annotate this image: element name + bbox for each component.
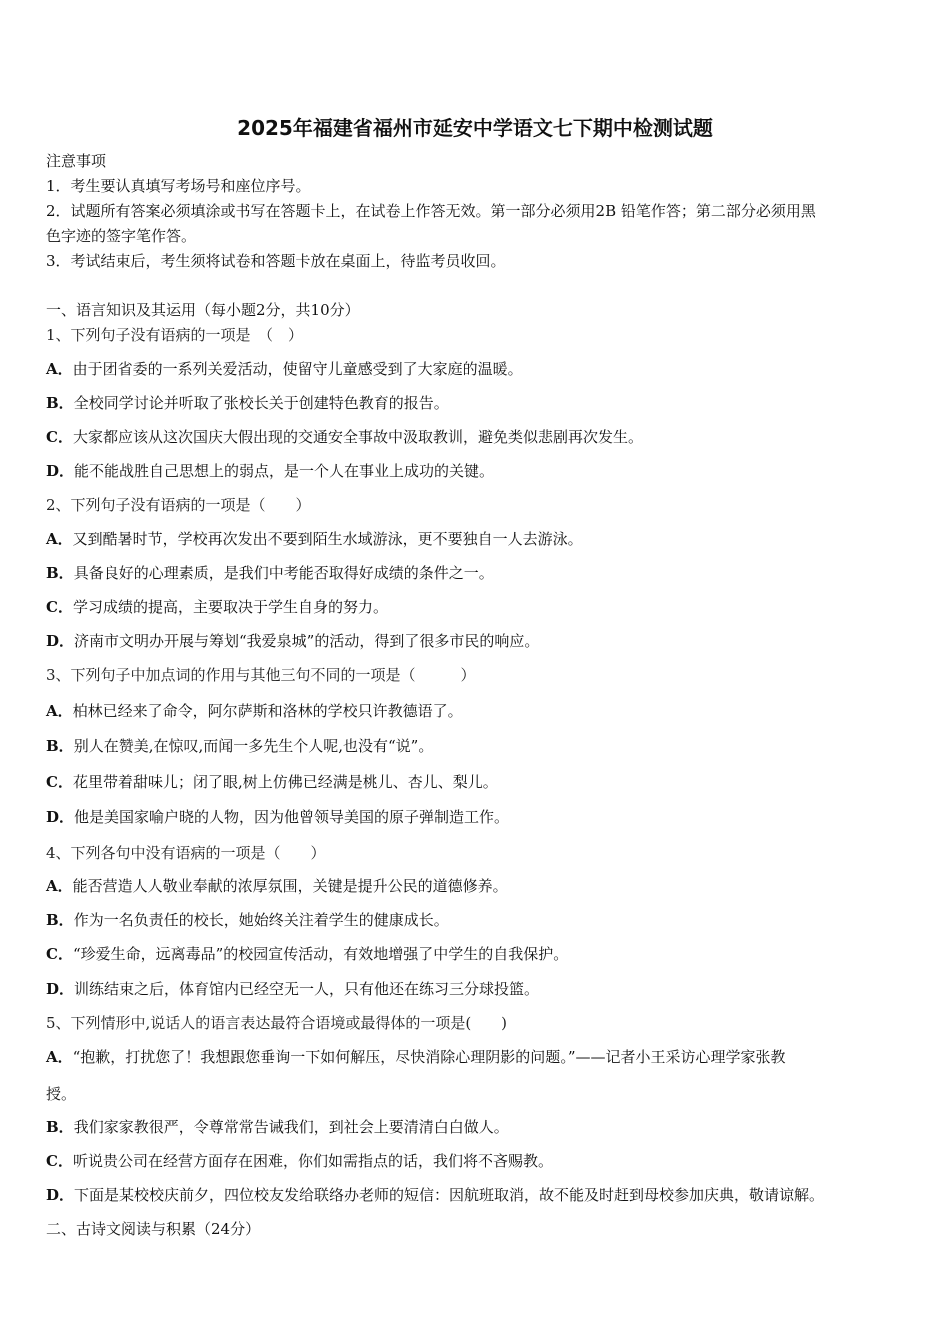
question-3-option-b [46, 736, 433, 756]
option-text: 能否营造人人敬业奉献的浓厚氛围，关键是提升公民的道德修养。 [72, 877, 508, 895]
question-4-option-d [46, 979, 539, 999]
option-label: C． [46, 773, 73, 791]
option-text: 花里带着甜味儿；闭了眼,树上仿佛已经满是桃儿、杏儿、梨儿。 [72, 773, 498, 791]
option-label: D． [46, 1186, 75, 1204]
question-1-option-d [46, 461, 494, 481]
section-1-heading: 一、语言知识及其运用（每小题2分，共10分） [46, 301, 360, 319]
option-label: B． [46, 1118, 74, 1136]
option-label: C． [46, 945, 73, 963]
option-label: A． [46, 877, 73, 895]
question-3-option-a [46, 701, 463, 721]
question-2-option-c [46, 597, 388, 617]
option-label: A． [46, 360, 73, 378]
question-2-option-a [46, 529, 583, 549]
option-label: D． [46, 808, 75, 826]
option-text: 柏林已经来了命令，阿尔萨斯和洛林的学校只许教德语了。 [72, 702, 463, 720]
question-5-option-a-cont: 授。 [46, 1085, 77, 1103]
option-text: 作为一名负责任的校长，她始终关注着学生的健康成长。 [73, 911, 449, 929]
option-text: 我们家家教很严，令尊常常告诫我们，到社会上要清清白白做人。 [73, 1118, 509, 1136]
option-label: B． [46, 911, 74, 929]
notice-heading: 注意事项 [46, 152, 107, 170]
option-label: C． [46, 598, 73, 616]
option-text: 他是美国家喻户晓的人物，因为他曾领导美国的原子弹制造工作。 [74, 808, 510, 826]
option-text: 全校同学讨论并听取了张校长关于创建特色教育的报告。 [73, 394, 449, 412]
option-text: 训练结束之后，体育馆内已经空无一人，只有他还在练习三分球投篮。 [74, 980, 540, 998]
option-text: 具备良好的心理素质，是我们中考能否取得好成绩的条件之一。 [73, 564, 494, 582]
question-3-stem: 3、下列句子中加点词的作用与其他三句不同的一项是（ ） [46, 666, 476, 684]
question-1-option-c [46, 427, 643, 447]
option-text: 能不能战胜自己思想上的弱点，是一个人在事业上成功的关键。 [74, 462, 495, 480]
option-label: A． [46, 1048, 73, 1066]
question-1-option-a [46, 359, 523, 379]
question-5-option-d [46, 1185, 824, 1205]
option-label: D． [46, 462, 75, 480]
option-label: D． [46, 980, 75, 998]
notice-item-2: 2．试题所有答案必须填涂或书写在答题卡上，在试卷上作答无效。第一部分必须用2B 铅笔作答；第二部分必须用黑 [46, 202, 816, 220]
option-text: 济南市文明办开展与筹划“我爱泉城”的活动，得到了很多市民的响应。 [74, 632, 540, 650]
option-label: C． [46, 1152, 73, 1170]
question-4-option-a [46, 876, 508, 896]
option-label: D． [46, 632, 75, 650]
section-2-heading: 二、古诗文阅读与积累（24分） [46, 1220, 261, 1238]
question-4-option-c [46, 944, 568, 964]
option-text: 又到酷暑时节，学校再次发出不要到陌生水域游泳，更不要独自一人去游泳。 [72, 530, 583, 548]
question-2-option-d [46, 631, 539, 651]
option-text: 由于团省委的一系列关爱活动，使留守儿童感受到了大家庭的温暖。 [72, 360, 523, 378]
notice-item-2-cont: 色字迹的签字笔作答。 [46, 227, 197, 245]
option-text: “珍爱生命，远离毒品”的校园宣传活动，有效地增强了中学生的自我保护。 [72, 945, 569, 963]
question-4-option-b [46, 910, 449, 930]
option-label: A． [46, 702, 73, 720]
option-text: 学习成绩的提高，主要取决于学生自身的努力。 [72, 598, 388, 616]
question-2-option-b [46, 563, 494, 583]
option-text: “抱歉，打扰您了！我想跟您垂询一下如何解压，尽快消除心理阴影的问题。”——记者小王采访心理学家张教 [72, 1048, 786, 1066]
question-5-stem: 5、下列情形中,说话人的语言表达最符合语境或最得体的一项是( ) [46, 1014, 508, 1032]
question-5-option-b [46, 1117, 509, 1137]
question-4-stem: 4、下列各句中没有语病的一项是（ ） [46, 844, 326, 862]
option-label: B． [46, 737, 74, 755]
option-text: 大家都应该从这次国庆大假出现的交通安全事故中汲取教训，避免类似悲剧再次发生。 [72, 428, 643, 446]
option-text: 听说贵公司在经营方面存在困难，你们如需指点的话，我们将不吝赐教。 [72, 1152, 553, 1170]
question-5-option-a [46, 1047, 785, 1067]
option-label: B． [46, 564, 74, 582]
option-text: 下面是某校校庆前夕，四位校友发给联络办老师的短信：因航班取消，故不能及时赶到母校参加庆典，敬请谅解。 [74, 1186, 825, 1204]
option-label: A． [46, 530, 73, 548]
notice-item-3: 3．考试结束后，考生须将试卷和答题卡放在桌面上，待监考员收回。 [46, 252, 506, 270]
question-3-option-c [46, 772, 498, 792]
question-5-option-c [46, 1151, 553, 1171]
question-1-stem: 1、下列句子没有语病的一项是 （ ） [46, 326, 304, 344]
option-label: C． [46, 428, 73, 446]
question-1-option-b [46, 393, 449, 413]
page-title: 2025年福建省福州市延安中学语文七下期中检测试题 [237, 116, 713, 140]
question-3-option-d [46, 807, 509, 827]
option-text: 别人在赞美,在惊叹,而闻一多先生个人呢,也没有“说”。 [73, 737, 434, 755]
option-label: B． [46, 394, 74, 412]
notice-item-1: 1．考生要认真填写考场号和座位序号。 [46, 177, 311, 195]
question-2-stem: 2、下列句子没有语病的一项是（ ） [46, 496, 311, 514]
